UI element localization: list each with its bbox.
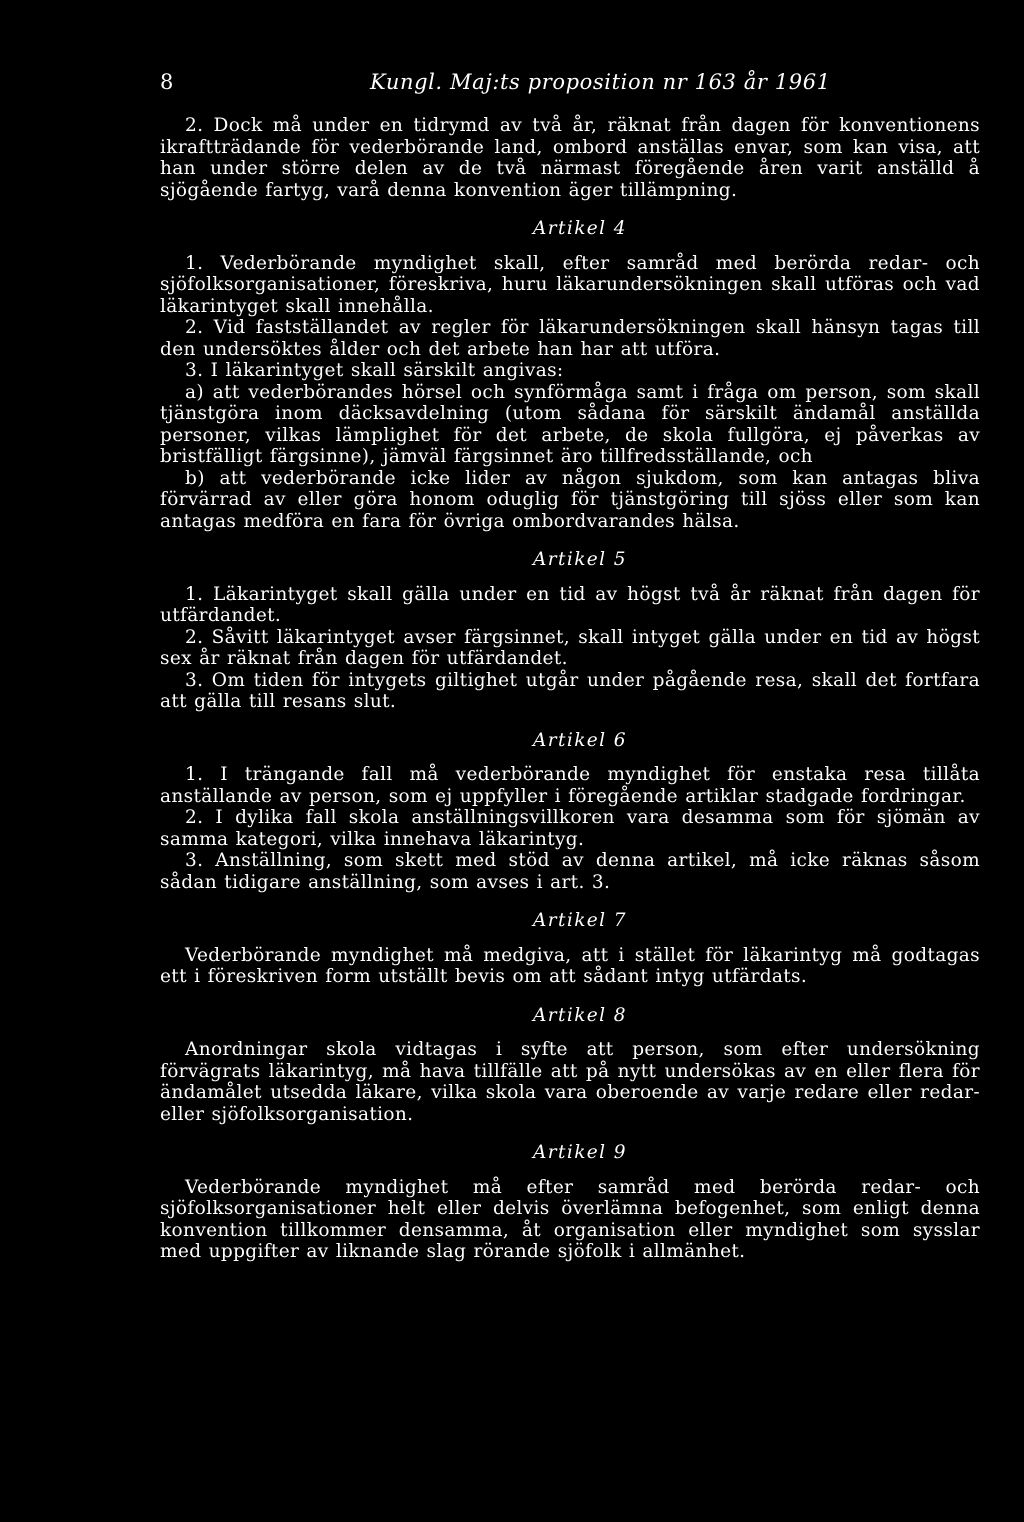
paragraph-art4-a: a) att vederbörandes hörsel och synförmåga samt i fråga om person, som skall tjänstgöra inom däcksavdelning (utom sådana för särskilt ändamål anställda personer, vilkas lämplighet för det arbete, de skola fullgöra, ej påverkas av bristfälligt färgsinne), jämväl färgsinnet äro tillfredsställande, och bbox=[160, 381, 980, 467]
paragraph-art5-2: 2. Såvitt läkarintyget avser färgsinnet, skall intyget gälla under en tid av högst sex år räknat från dagen för utfärdandet. bbox=[160, 626, 980, 669]
paragraph-intro-2: 2. Dock må under en tidrymd av två år, räknat från dagen för konventionens ikraftträdande för vederbörande land, ombord anställas envar, som kan visa, att han under större delen av de två närmast föregående åren varit anställd å sjögående fartyg, varå denna konvention äger tillämpning. bbox=[160, 115, 980, 201]
paragraph-art4-1: 1. Vederbörande myndighet skall, efter samråd med berörda redar- och sjöfolksorganisationer, föreskriva, huru läkarundersökningen skall utföras och vad läkarintyget skall innehålla. bbox=[160, 252, 980, 317]
heading-artikel-6: Artikel 6 bbox=[533, 729, 627, 751]
heading-artikel-9: Artikel 9 bbox=[533, 1142, 627, 1163]
paragraph-art4-b: b) att vederbörande icke lider av någon sjukdom, som kan antagas bliva förvärrad av eller göra honom oduglig för tjänstgöring till sjöss eller som kan antagas medföra en fara för övriga ombordvarandes hälsa. bbox=[160, 467, 980, 532]
paragraph-art6-1: 1. I trängande fall må vederbörande myndighet för enstaka resa tillåta anställande av person, som ej uppfyller i föregående artiklar stadgade fordringar. bbox=[160, 764, 980, 807]
heading-artikel-4: Artikel 4 bbox=[533, 218, 627, 239]
heading-artikel-7: Artikel 7 bbox=[533, 910, 627, 931]
heading-artikel-5: Artikel 5 bbox=[533, 549, 627, 570]
paragraph-art6-2: 2. I dylika fall skola anställningsvillkoren vara desamma som för sjömän av samma kategori, vilka innehava läkarintyg. bbox=[160, 807, 980, 850]
paragraph-art8-1: Anordningar skola vidtagas i syfte att person, som efter undersökning förvägrats läkarintyg, må hava tillfälle att på nytt undersökas av en eller flera för ändamålet utsedda läkare, vilka skola vara oberoende av varje redare eller redar- eller sjöfolksorganisation. bbox=[160, 1039, 980, 1125]
document-body bbox=[160, 115, 980, 1263]
heading-artikel-8: Artikel 8 bbox=[533, 1004, 627, 1026]
running-head: Kungl. Maj:ts proposition nr 163 år 1961 bbox=[370, 70, 831, 94]
paragraph-art7-1: Vederbörande myndighet må medgiva, att i stället för läkarintyg må godtagas ett i föreskriven form utställt bevis om att sådant intyg utfärdats. bbox=[160, 944, 980, 987]
paragraph-art6-3: 3. Anställning, som skett med stöd av denna artikel, må icke räknas såsom sådan tidigare anställning, som avses i art. 3. bbox=[160, 850, 980, 893]
paragraph-art4-3: 3. I läkarintyget skall särskilt angivas: bbox=[185, 360, 564, 381]
paragraph-art4-2: 2. Vid fastställandet av regler för läkarundersökningen skall hänsyn tagas till den undersöktes ålder och det arbete han har att utföra. bbox=[160, 317, 980, 360]
page-number: 8 bbox=[160, 70, 174, 94]
paragraph-art5-1: 1. Läkarintyget skall gälla under en tid av högst två år räknat från dagen för utfärdandet. bbox=[160, 583, 980, 626]
paragraph-art5-3: 3. Om tiden för intygets giltighet utgår under pågående resa, skall det fortfara att gälla till resans slut. bbox=[160, 669, 980, 712]
page-header bbox=[160, 66, 984, 98]
paragraph-art9-1: Vederbörande myndighet må efter samråd med berörda redar- och sjöfolksorganisationer helt eller delvis överlämna befogenhet, som enligt denna konvention tillkommer densamma, åt organisation eller myndighet som sysslar med uppgifter av liknande slag rörande sjöfolk i allmänhet. bbox=[160, 1176, 980, 1262]
